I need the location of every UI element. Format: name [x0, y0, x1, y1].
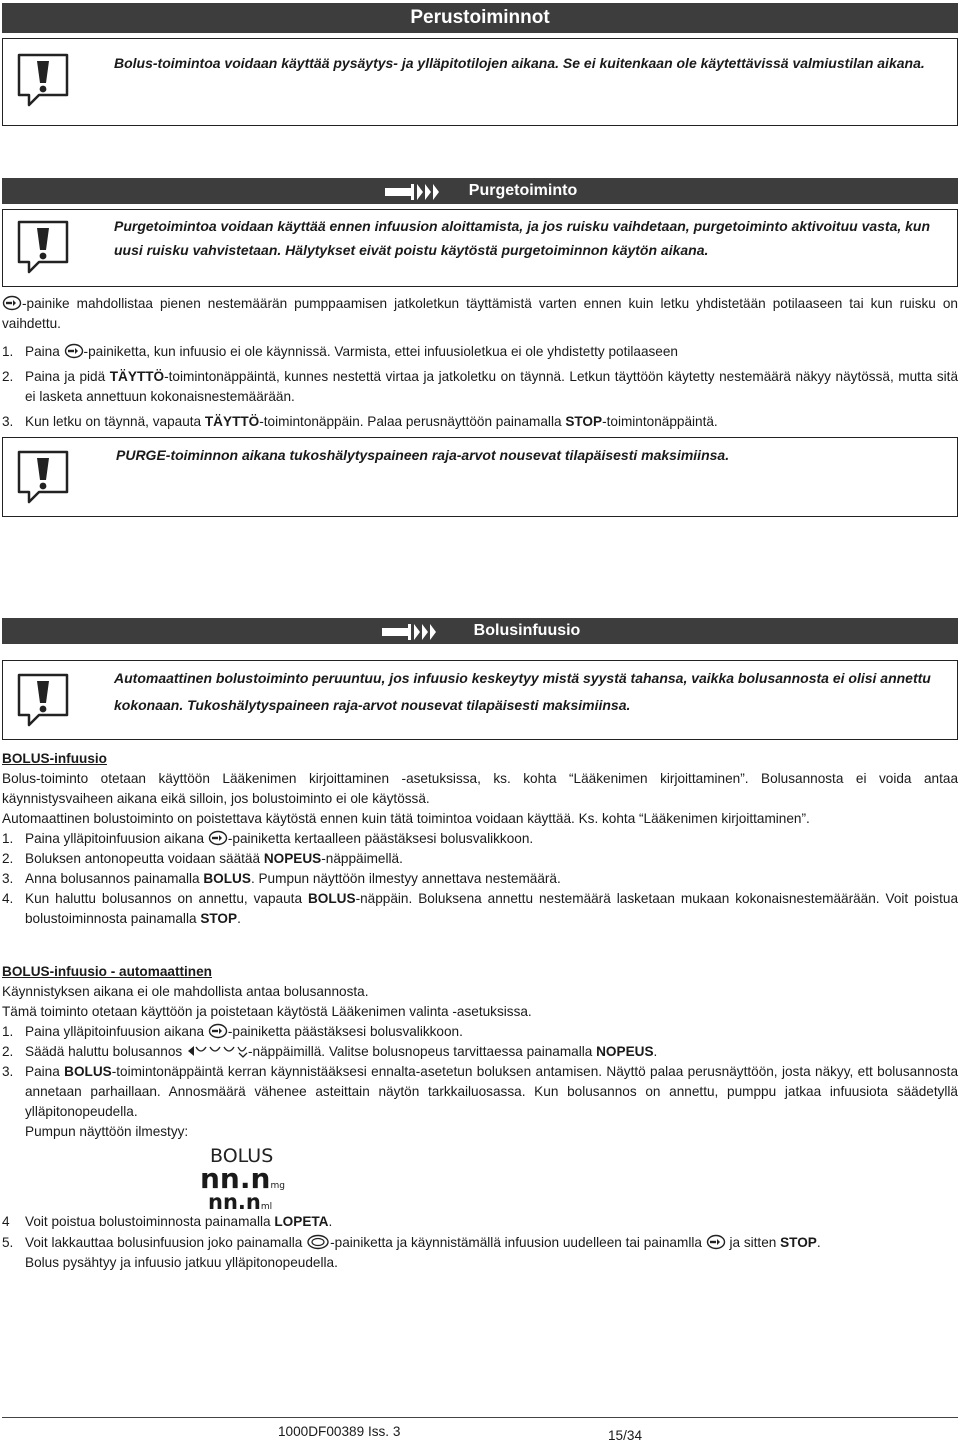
auto-step-2: 2. Säädä haluttu bolusannos -näppäimillä. Valitse bolusnopeus tarvittaessa painamalla NOPEUS.: [2, 1044, 658, 1059]
paragraph: Bolus-toiminto otetaan käyttöön Lääkenimen kirjoittaminen -asetuksissa, ks. kohta “Lääkenimen kirjoittaminen”. Bolusannosta ei voida antaa käynnistysvaiheen aikana eikä silloin, jos bolustoiminto ei ole käytössä.: [2, 771, 958, 806]
note-text: Automaattinen bolustoiminto peruuntuu, jos infuusio keskeytyy mistä syystä tahansa, vaikka bolusannosta ei olisi annettu kokonaan. Tukoshälytyspaineen raja-arvot nousevat tilapäisesti maksimiinsa.: [114, 670, 931, 713]
footer-page-number: 15/34: [608, 1428, 643, 1443]
warning-icon: [15, 51, 71, 109]
bolus-step-3: 3. Anna bolusannos painamalla BOLUS. Pumpun näyttöön ilmestyy annettava nestemäärä.: [2, 871, 561, 886]
section-title: Bolusinfuusio: [473, 622, 581, 639]
syringe-icon: [383, 181, 443, 201]
bolus-manual-section: [2, 749, 958, 929]
bolus-auto-section: [2, 962, 958, 1142]
syringe-icon: [380, 621, 440, 641]
adjust-keys-icon: [186, 1043, 248, 1059]
note-box-bolus: [2, 660, 958, 740]
purge-intro: -painike mahdollistaa pienen nestemäärän pumppaamisen jatkoletkun täyttämistä varten ennen kuin letku yhdistetään potilaaseen tai kun ruisku on vaihdettu.: [2, 296, 958, 331]
purge-button-icon: [2, 295, 22, 311]
bolus-auto-steps-continued: [2, 1212, 958, 1273]
display-value-ml: nn.nml: [208, 1190, 273, 1214]
purge-step-3: 3. Kun letku on täynnä, vapauta TÄYTTÖ-toimintonäppäin. Palaa perusnäyttöön painamalla STOP-toimintonäppäintä.: [2, 414, 718, 429]
stop-pause-button-icon: [306, 1234, 330, 1250]
paragraph: Tämä toiminto otetaan käyttöön ja poistetaan käytöstä Lääkenimen valinta -asetuksissa.: [2, 1004, 532, 1019]
auto-step-1: 1. Paina ylläpitoinfuusion aikana -painiketta päästäksesi bolusvalikkoon.: [2, 1024, 463, 1039]
purge-button-icon: [64, 343, 84, 359]
bolus-button-icon: [208, 830, 228, 846]
purge-step-1: 1. Paina -painiketta, kun infuusio ei ole käynnissä. Varmista, ettei infuusioletkua ei ole yhdistetty potilaaseen: [2, 344, 678, 359]
pump-display: [200, 1145, 320, 1215]
footer-doc-id: 1000DF00389 Iss. 3: [278, 1424, 401, 1439]
bolus-step-4: 4. Kun haluttu bolusannos on annettu, vapauta BOLUS-näppäin. Boluksena annettu nestemäärä lasketaan mukaan kokonaisnestemäärään. Voit poistua bolustoiminnosta painamalla STOP.: [2, 891, 959, 926]
display-value-mg: nn.nmg: [200, 1162, 285, 1195]
subsection-heading: BOLUS-infuusio: [2, 751, 107, 766]
bolus-button-icon: [706, 1234, 726, 1250]
warning-icon: [15, 218, 71, 276]
bolus-step-2: 2. Boluksen antonopeutta voidaan säätää NOPEUS-näppäimellä.: [2, 851, 403, 866]
page-title: Perustoiminnot: [410, 7, 550, 28]
warning-icon: [15, 448, 71, 506]
auto-step-4: 4 Voit poistua bolustoiminnosta painamalla LOPETA.: [2, 1214, 333, 1229]
note-text: PURGE-toiminnon aikana tukoshälytyspaineen raja-arvot nousevat tilapäisesti maksimiinsa.: [116, 447, 730, 463]
bolus-step-1: 1. Paina ylläpitoinfuusion aikana -painiketta kertaalleen päästäksesi bolusvalikkoon.: [2, 831, 534, 846]
section-title: Purgetoiminto: [468, 182, 578, 199]
note-text: Purgetoimintoa voidaan käyttää ennen infuusion aloittamista, ja jos ruisku vaihdetaan, purgetoiminto aktivoituu vasta, kun uusi ruisku vahvistetaan. Hälytykset eivät poistu käytöstä purgetoiminnon käytön aikana.: [114, 218, 931, 258]
purge-step-2: 2. Paina ja pidä TÄYTTÖ-toimintonäppäintä, kunnes nestettä virtaa ja jatkoletku on täynnä. Letkun täyttöön käytetty nestemäärä näkyy näytössä, mutta sitä ei lasketa annettuun kokonaisnestemäärään.: [2, 369, 959, 404]
note-text: Bolus-toimintoa voidaan käyttää pysäytys- ja ylläpitotilojen aikana. Se ei kuitenkaan ole käytettävissä valmiustilan aikana.: [114, 55, 925, 71]
paragraph: Automaattinen bolustoiminto on poistettava käytöstä ennen kuin tätä toimintoa voidaan käyttää. Ks. kohta “Lääkenimen kirjoittaminen”.: [2, 811, 810, 826]
display-label: BOLUS: [210, 1145, 274, 1167]
bolus-button-icon: [208, 1023, 228, 1039]
note-box-bolus-availability: [2, 38, 958, 126]
paragraph: Käynnistyksen aikana ei ole mahdollista antaa bolusannosta.: [2, 984, 369, 999]
section-header-purge: [2, 178, 958, 204]
page-header: [2, 3, 958, 33]
section-header-bolus: [2, 618, 958, 644]
note-box-purge: [2, 209, 958, 287]
subsection-heading: BOLUS-infuusio - automaattinen: [2, 964, 212, 979]
warning-icon: [15, 671, 71, 729]
note-box-purge-pressure: [2, 437, 958, 517]
footer-rule: [2, 1417, 958, 1418]
auto-step-3: 3. Paina BOLUS-toimintonäppäintä kerran käynnistääksesi ennalta-asetetun boluksen antamisen. Näyttö palaa perusnäyttöön, josta näkyy, ett bolusannosta annetaan parhaillaan. Annosmäärä vähenee asteittain näytön tarkkailuosassa. Kun bolusannos on annettu, pumppu jatkaa infuusiota säädetyllä ylläpitonopeudella. Pumpun näyttöön ilmestyy:: [2, 1064, 959, 1139]
auto-step-5: 5. Voit lakkauttaa bolusinfuusion joko painamalla -painiketta ja käynnistämällä infuusion uudelleen tai painamlla ja sitten STOP. Bolus pysähtyy ja infuusio jatkuu ylläpitonopeudella.: [2, 1235, 821, 1270]
